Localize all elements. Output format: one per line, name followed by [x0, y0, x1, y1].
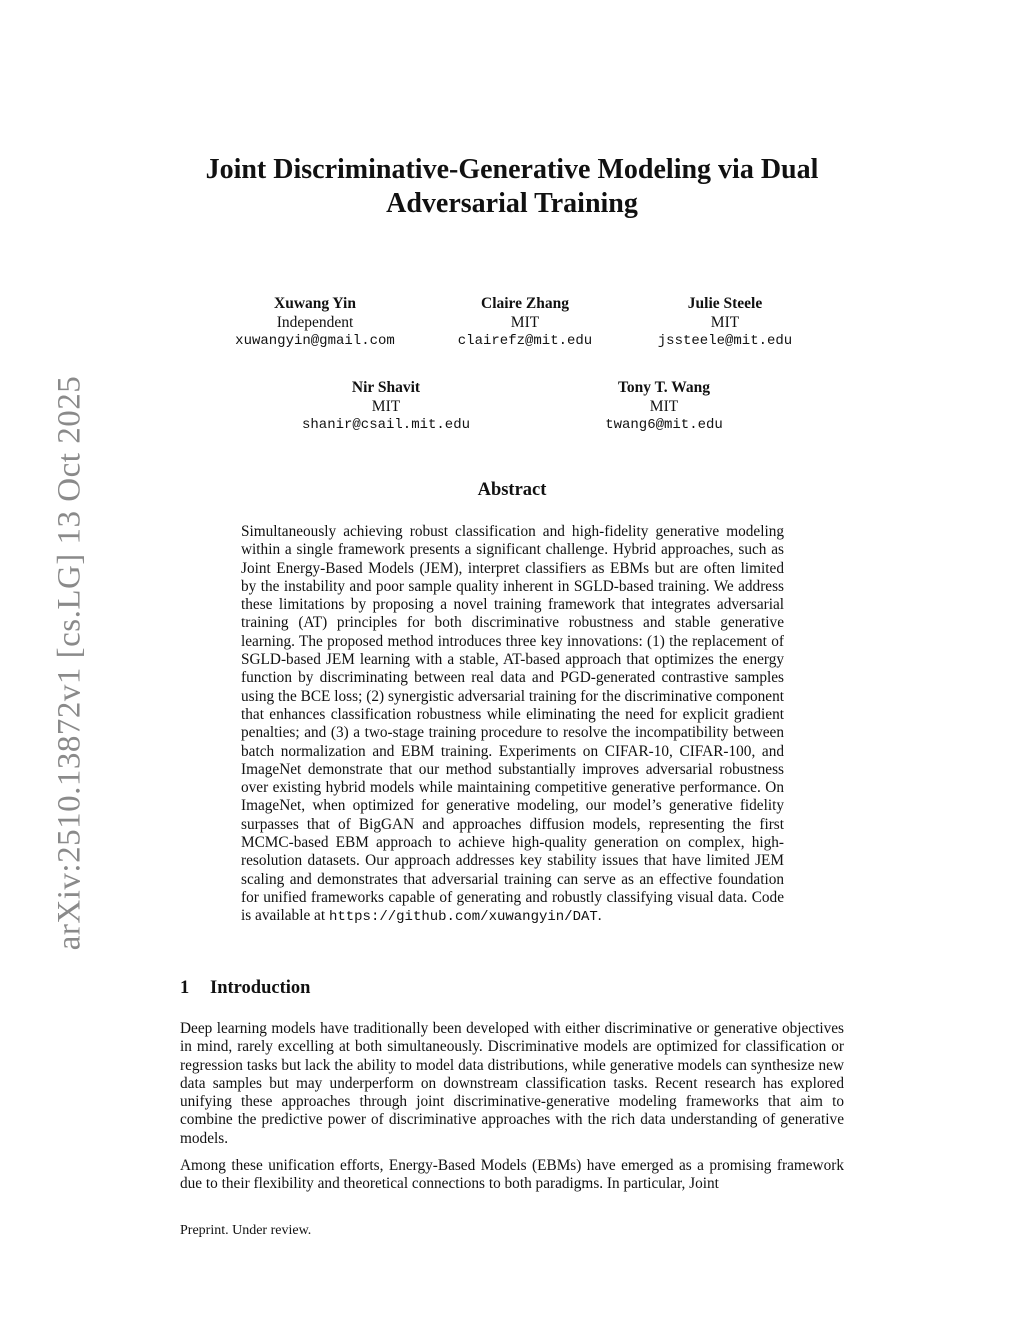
author-email[interactable]: jssteele@mit.edu — [657, 333, 793, 349]
section-heading-introduction — [180, 978, 310, 999]
intro-paragraph-1: Deep learning models have traditionally been developed with either discriminative or generative objectives in mind, rarely excelling at both simultaneously. Discriminative models are optimized for classification or regression tasks but lack the ability to model data distributions, while generative models can synthesize new data samples but may underperform on downstream classification tasks. Recent research has explored unifying these approaches through joint discriminative-generative modeling frameworks that aim to combine the predictive power of discriminative approaches with the rich data understanding of generative models. — [180, 1020, 844, 1147]
author-block — [276, 379, 496, 435]
author-name: Xuwang Yin — [274, 295, 356, 312]
intro-paragraph-2: Among these unification efforts, Energy-Based Models (EBMs) have emerged as a promising framework due to their flexibility and theoretical connections to both paradigms. In particular, Joint — [180, 1157, 844, 1193]
author-email[interactable]: clairefz@mit.edu — [457, 333, 593, 349]
author-block — [425, 295, 625, 351]
author-block — [564, 379, 764, 435]
author-name: Claire Zhang — [481, 295, 569, 312]
arxiv-identifier-stamp: arXiv:2510.13872v1 [cs.LG] 13 Oct 2025 — [51, 375, 88, 951]
author-email[interactable]: twang6@mit.edu — [605, 417, 723, 433]
author-block — [625, 295, 825, 351]
section-title: Introduction — [210, 978, 311, 998]
abstract-body-text: Simultaneously achieving robust classification and high-fidelity generative modeling within a single framework presents a significant challenge. Hybrid approaches, such as Joint Energy-Based Models (JEM), interpret classifiers as EBMs but are often limited by the instability and poor sample quality inherent in SGLD-based training. We address these limitations by proposing a novel training framework that integrates adversarial training (AT) principles for both discriminative robustness and stable generative learning. The proposed method introduces three key innovations: (1) the replacement of SGLD-based JEM learning with a stable, AT-based approach that optimizes the energy function by discriminating between real data and PGD-generated contrastive samples using the BCE loss; (2) synergistic adversarial training for the discriminative component that enhances classification robustness while eliminating the need for explicit gradient penalties; and (3) a two-stage training procedure to resolve the incompatibility between batch normalization and EBM training. Experiments on CIFAR-10, CIFAR-100, and ImageNet demonstrate that our method substantially improves adversarial robustness over existing hybrid models while maintaining competitive generative performance. On ImageNet, when optimized for generative modeling, our model’s generative fidelity surpasses that of BigGAN and approaches diffusion models, representing the first MCMC-based EBM approach to achieve high-quality generation on complex, high-resolution datasets. Our approach addresses key stability issues that have limited JEM scaling and demonstrates that adversarial training can serve as an effective foundation for unified frameworks capable of generating and robustly classifying visual data. Code is available at — [241, 523, 784, 925]
author-block — [215, 295, 415, 351]
abstract-end-punct: . — [597, 907, 602, 925]
abstract-heading: Abstract — [477, 480, 547, 500]
author-name: Julie Steele — [687, 295, 763, 312]
section-number: 1 — [180, 978, 190, 998]
abstract-text — [241, 523, 784, 927]
author-name: Tony T. Wang — [617, 379, 711, 396]
author-email[interactable]: xuwangyin@gmail.com — [235, 333, 395, 349]
author-email[interactable]: shanir@csail.mit.edu — [301, 417, 471, 433]
footer-note: Preprint. Under review. — [180, 1223, 312, 1238]
author-affiliation: Independent — [276, 313, 354, 331]
code-link[interactable]: https://github.com/xuwangyin/DAT — [328, 909, 598, 926]
paper-title: Joint Discriminative-Generative Modeling via Dual Adversarial Training — [205, 154, 819, 219]
author-affiliation: MIT — [510, 313, 540, 331]
author-affiliation: MIT — [649, 397, 679, 415]
author-affiliation: MIT — [710, 313, 740, 331]
author-name: Nir Shavit — [351, 379, 421, 396]
author-affiliation: MIT — [371, 397, 401, 415]
